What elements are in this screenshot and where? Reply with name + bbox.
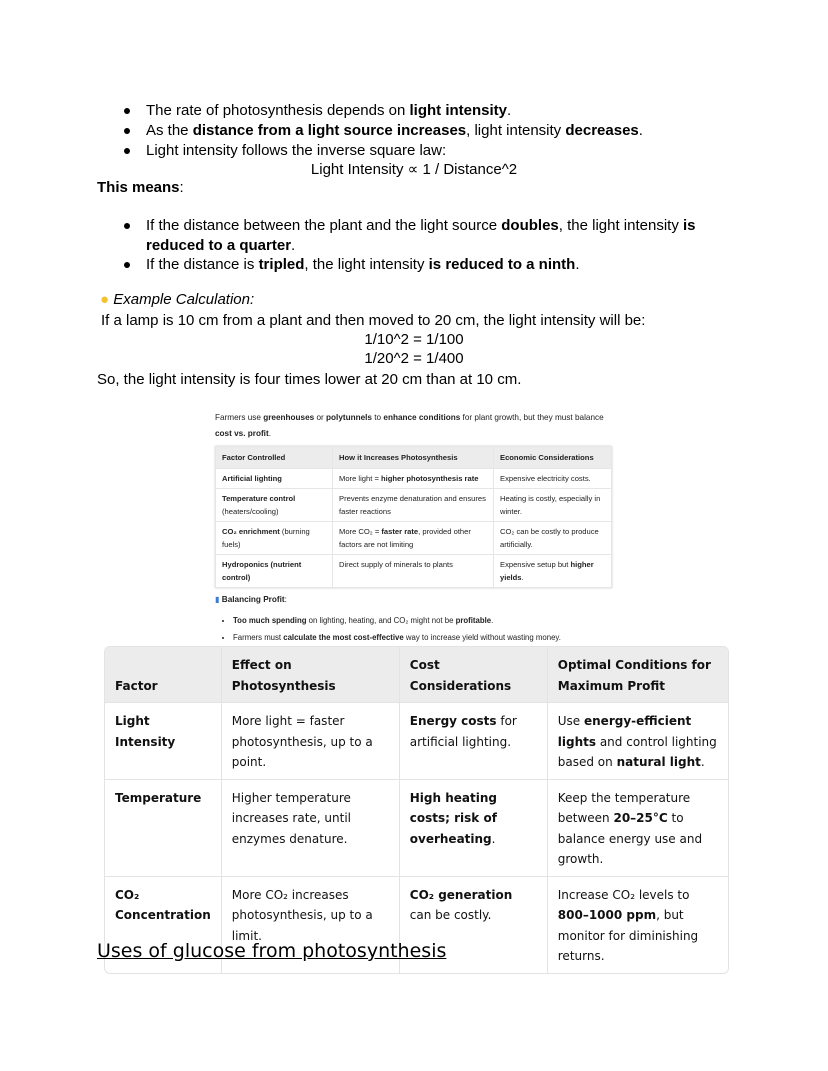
cell xyxy=(216,555,333,588)
text: More CO₂ = xyxy=(339,527,382,536)
profit-conditions-table xyxy=(104,646,729,974)
cell: Expensive electricity costs. xyxy=(494,469,612,489)
cell: Higher temperature increases rate, until enzymes denature. xyxy=(222,780,400,877)
calc-2: 1/20^2 = 1/400 xyxy=(364,350,464,367)
bold-text: Balancing Profit xyxy=(221,595,285,604)
table-row xyxy=(216,489,612,522)
bold-text: tripled xyxy=(258,256,305,273)
bullet-tripled xyxy=(146,255,580,275)
list-item xyxy=(233,629,615,646)
text: , light intensity xyxy=(466,122,566,139)
bold-text: polytunnels xyxy=(326,413,372,422)
bold-text: Energy costs xyxy=(409,714,497,728)
text: As the xyxy=(146,122,193,139)
bold-text: faster rate xyxy=(381,527,419,536)
text: way to increase yield without wasting money. xyxy=(403,633,561,642)
text: If the distance between the plant and the light source xyxy=(146,217,502,234)
text: . xyxy=(268,429,271,438)
list-item xyxy=(233,612,615,629)
header-cell: Economic Considerations xyxy=(494,447,612,469)
bold-text: higher yields xyxy=(500,560,594,582)
bold-text: profitable xyxy=(455,616,492,625)
this-means-label xyxy=(97,178,184,198)
text: for artificial lighting. xyxy=(409,714,517,749)
text: for plant growth, but they must balance xyxy=(460,413,604,422)
calc-1: 1/10^2 = 1/100 xyxy=(364,331,464,348)
cell xyxy=(333,469,494,489)
header-cell: Factor xyxy=(105,647,222,703)
bold-text: This means xyxy=(97,179,180,196)
cell xyxy=(400,780,548,877)
text: . xyxy=(575,256,580,273)
embedded-intro xyxy=(215,410,615,442)
bold-text: Hydroponics (nutrient control) xyxy=(222,560,302,582)
text: (burning fuels) xyxy=(222,527,310,549)
text: . xyxy=(638,122,643,139)
bullet-distance xyxy=(146,121,643,141)
text: Light intensity follows the inverse square law: xyxy=(146,142,447,159)
bullet-inverse-square xyxy=(146,141,446,161)
text: Farmers use xyxy=(215,413,264,422)
text: to xyxy=(372,413,384,422)
cell xyxy=(548,703,728,780)
embedded-greenhouse-image xyxy=(215,410,615,642)
cell xyxy=(494,555,612,588)
bold-text: greenhouses xyxy=(263,413,315,422)
cell: Heating is costly, especially in winter. xyxy=(494,489,612,522)
example-intro: If a lamp is 10 cm from a plant and then moved to 20 cm, the light intensity will be: xyxy=(101,312,646,329)
text: . xyxy=(291,237,296,254)
cell xyxy=(216,522,333,555)
bold-text: is xyxy=(683,217,696,234)
cell xyxy=(333,522,494,555)
bold-text: reduced to a quarter xyxy=(146,237,292,254)
bold-text: Light Intensity xyxy=(115,714,176,749)
example-conclusion: So, the light intensity is four times lower at 20 cm than at 10 cm. xyxy=(97,371,522,388)
text: Increase CO₂ levels to xyxy=(557,887,690,902)
text: If the distance is xyxy=(146,256,259,273)
bold-text: Artificial lighting xyxy=(222,474,282,483)
text: , the light intensity xyxy=(304,256,429,273)
bold-text: Temperature control xyxy=(222,494,296,503)
text: . xyxy=(507,102,512,119)
text: . xyxy=(700,755,705,769)
bold-text: 20–25°C xyxy=(613,811,668,825)
table-row xyxy=(105,703,728,780)
lightbulb-icon: ● xyxy=(100,291,110,308)
bullet-rate xyxy=(146,101,511,121)
cell xyxy=(216,489,333,522)
bold-text: decreases xyxy=(565,122,639,139)
section-heading: Uses of glucose from photosynthesis xyxy=(97,940,447,962)
balancing-profit-label xyxy=(215,592,615,608)
text: , the light intensity xyxy=(558,217,683,234)
cell: CO₂ can be costly to produce artificially. xyxy=(494,522,612,555)
text: and control lighting based on xyxy=(557,734,717,769)
bold-text: energy-efficient lights xyxy=(557,714,692,749)
bold-text: higher photosynthesis rate xyxy=(381,474,479,483)
cell xyxy=(105,703,222,780)
text: Use xyxy=(557,714,584,728)
bullet-doubles xyxy=(146,216,706,256)
text: Example Calculation: xyxy=(113,291,255,308)
example-title xyxy=(100,290,254,310)
bold-text: enhance conditions xyxy=(383,413,461,422)
bold-text: cost vs. profit xyxy=(215,429,269,438)
greenhouse-table xyxy=(215,446,612,588)
bold-text: natural light xyxy=(616,755,701,769)
table-row xyxy=(105,780,728,877)
table-row xyxy=(216,522,612,555)
balancing-list xyxy=(215,612,615,646)
text: . xyxy=(521,573,524,582)
text: can be costly. xyxy=(409,908,492,922)
formula: Light Intensity ∝ 1 / Distance^2 xyxy=(310,161,518,178)
text: . xyxy=(491,831,496,846)
header-cell: Factor Controlled xyxy=(216,447,333,469)
cell: More CO₂ increases photosynthesis, up to a limit. xyxy=(222,877,400,973)
header-cell: How it Increases Photosynthesis xyxy=(333,447,494,469)
cell: Prevents enzyme denaturation and ensures faster reactions xyxy=(333,489,494,522)
text: on lighting, heating, and CO₂ might not be xyxy=(306,616,456,625)
bold-text: Temperature xyxy=(115,790,202,805)
bold-text: High heating costs; risk of overheating xyxy=(409,790,497,846)
cell: Direct supply of minerals to plants xyxy=(333,555,494,588)
header-cell: Optimal Conditions for Maximum Profit xyxy=(548,647,728,703)
cell: More light = faster photosynthesis, up to a point. xyxy=(222,703,400,780)
cell xyxy=(548,877,728,973)
cell xyxy=(400,703,548,780)
bold-text: is reduced to a ninth xyxy=(428,256,576,273)
text: The rate of photosynthesis depends on xyxy=(146,102,410,119)
header-cell: Effect on Photosynthesis xyxy=(222,647,400,703)
bold-text: distance from a light source increases xyxy=(192,122,467,139)
bar-chart-icon: ▮ xyxy=(215,595,220,604)
table-row xyxy=(216,469,612,489)
header-cell: Cost Considerations xyxy=(400,647,548,703)
cell xyxy=(548,780,728,877)
table-row xyxy=(216,555,612,588)
text: : xyxy=(179,179,184,196)
bold-text: Too much spending xyxy=(233,616,307,625)
table-header xyxy=(216,447,612,469)
text: Expensive setup but xyxy=(500,560,571,569)
text: . xyxy=(491,616,494,625)
text: or xyxy=(314,413,327,422)
text: Farmers must xyxy=(233,633,284,642)
text: , provided other factors are not limiting xyxy=(339,527,471,549)
bold-text: CO₂ generation xyxy=(409,887,513,902)
text: More light = xyxy=(339,474,381,483)
cell xyxy=(216,469,333,489)
bold-text: light intensity xyxy=(409,102,508,119)
bold-text: 800–1000 ppm xyxy=(557,908,657,922)
bold-text: CO₂ enrichment xyxy=(222,527,280,536)
text: : xyxy=(284,595,287,604)
bold-text: CO₂ Concentration xyxy=(115,887,211,922)
table-header xyxy=(105,647,728,703)
cell xyxy=(105,780,222,877)
text: , but monitor for diminishing returns. xyxy=(557,908,699,963)
text: (heaters/cooling) xyxy=(222,507,279,516)
text: Keep the temperature between xyxy=(557,790,691,825)
bold-text: calculate the most cost-effective xyxy=(283,633,404,642)
text: to balance energy use and growth. xyxy=(557,811,703,866)
bold-text: doubles xyxy=(501,217,559,234)
